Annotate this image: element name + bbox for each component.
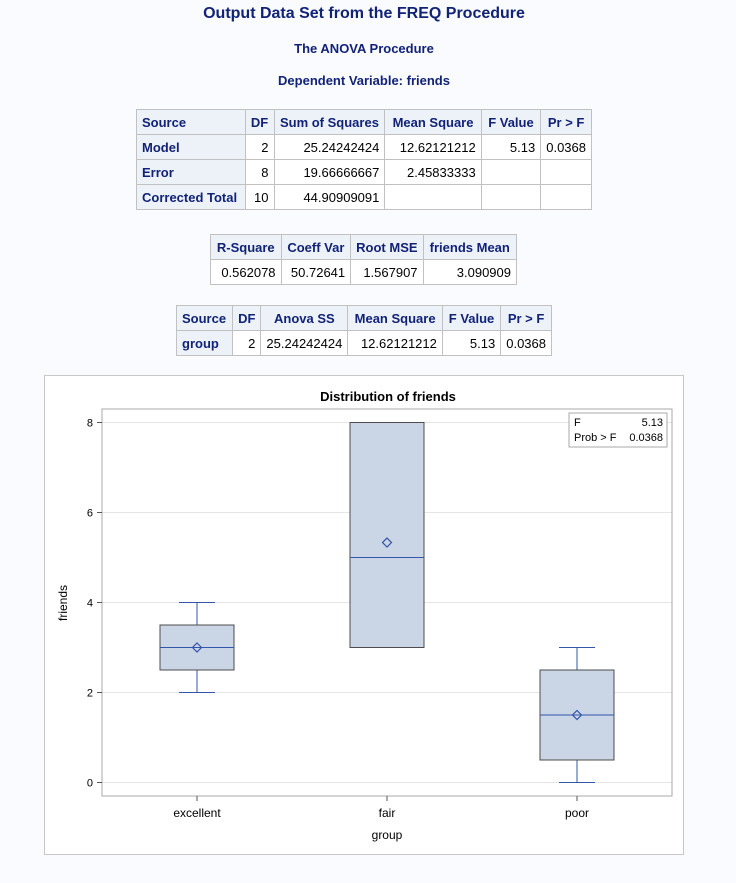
table-row	[211, 260, 517, 285]
fit-header-rsquare: R-Square	[211, 235, 282, 260]
table-row	[137, 160, 592, 185]
table-cell: 19.66666667	[274, 160, 385, 185]
y-axis-label: friends	[56, 584, 70, 622]
table-cell: 25.24242424	[274, 135, 385, 160]
boxplot-panel	[44, 375, 684, 855]
table-cell: 2	[245, 135, 274, 160]
fit-header-rootmse: Root MSE	[351, 235, 423, 260]
effect-header-df: DF	[233, 306, 261, 331]
effect-header-f: F Value	[442, 306, 500, 331]
anova-header-source: Source	[137, 110, 246, 135]
boxplot-chart	[45, 376, 683, 854]
box-excellent	[160, 603, 234, 693]
inset-value-f: 5.13	[641, 417, 663, 429]
table-cell	[541, 185, 592, 210]
page-title: Output Data Set from the FREQ Procedure	[203, 5, 525, 22]
table-cell: 0.0368	[501, 331, 552, 356]
box-iqr	[350, 423, 424, 648]
table-cell: 12.62121212	[385, 135, 481, 160]
table-cell: 8	[245, 160, 274, 185]
effect-header-ss: Anova SS	[261, 306, 348, 331]
x-tick-label: poor	[564, 806, 590, 820]
y-tick-label: 4	[86, 597, 93, 610]
table-cell: 1.567907	[351, 260, 423, 285]
anova-header-df: DF	[245, 110, 274, 135]
effect-header-ms: Mean Square	[348, 306, 443, 331]
inset-value-prob: 0.0368	[629, 432, 663, 444]
table-cell: 12.62121212	[348, 331, 443, 356]
y-tick-label: 2	[86, 687, 93, 700]
dependent-variable-title: Dependent Variable: friends	[278, 73, 450, 88]
chart-title: Distribution of friends	[320, 389, 456, 404]
effect-header-source: Source	[177, 306, 233, 331]
x-tick-label: fair	[378, 806, 396, 820]
table-cell: 25.24242424	[261, 331, 348, 356]
row-label: group	[177, 331, 233, 356]
table-cell: 2.45833333	[385, 160, 481, 185]
table-cell: 0.0368	[541, 135, 592, 160]
table-cell: 10	[245, 185, 274, 210]
effect-header-p: Pr > F	[501, 306, 552, 331]
anova-header-ms: Mean Square	[385, 110, 481, 135]
anova-header-ss: Sum of Squares	[274, 110, 385, 135]
fit-header-row	[211, 235, 517, 260]
row-label: Model	[137, 135, 246, 160]
table-cell	[481, 185, 541, 210]
table-cell: 3.090909	[423, 260, 516, 285]
anova-header-p: Pr > F	[541, 110, 592, 135]
inset-label-f: F	[574, 417, 581, 429]
fit-header-coeffvar: Coeff Var	[281, 235, 351, 260]
effect-header-row	[177, 306, 552, 331]
anova-header-row	[137, 110, 592, 135]
table-cell: 0.562078	[211, 260, 282, 285]
x-axis-label: group	[371, 828, 403, 842]
table-cell: 2	[233, 331, 261, 356]
anova-table	[136, 109, 592, 210]
table-cell	[481, 160, 541, 185]
table-cell: 5.13	[481, 135, 541, 160]
table-cell: 44.90909091	[274, 185, 385, 210]
row-label: Error	[137, 160, 246, 185]
table-row	[177, 331, 552, 356]
y-tick-label: 8	[86, 417, 93, 430]
box-poor	[540, 648, 614, 783]
fit-header-mean: friends Mean	[423, 235, 516, 260]
table-cell: 50.72641	[281, 260, 351, 285]
x-tick-label: excellent	[173, 806, 221, 820]
inset-label-prob: Prob > F	[574, 432, 617, 444]
table-cell	[385, 185, 481, 210]
box-fair	[350, 423, 424, 648]
table-row	[137, 185, 592, 210]
fit-statistics-table	[210, 234, 517, 285]
procedure-title: The ANOVA Procedure	[294, 41, 434, 56]
table-cell: 5.13	[442, 331, 500, 356]
row-label: Corrected Total	[137, 185, 246, 210]
anova-header-f: F Value	[481, 110, 541, 135]
y-tick-label: 0	[86, 777, 93, 790]
effect-table	[176, 305, 552, 356]
y-tick-label: 6	[86, 507, 93, 520]
table-row	[137, 135, 592, 160]
statistics-inset	[569, 413, 667, 447]
table-cell	[541, 160, 592, 185]
